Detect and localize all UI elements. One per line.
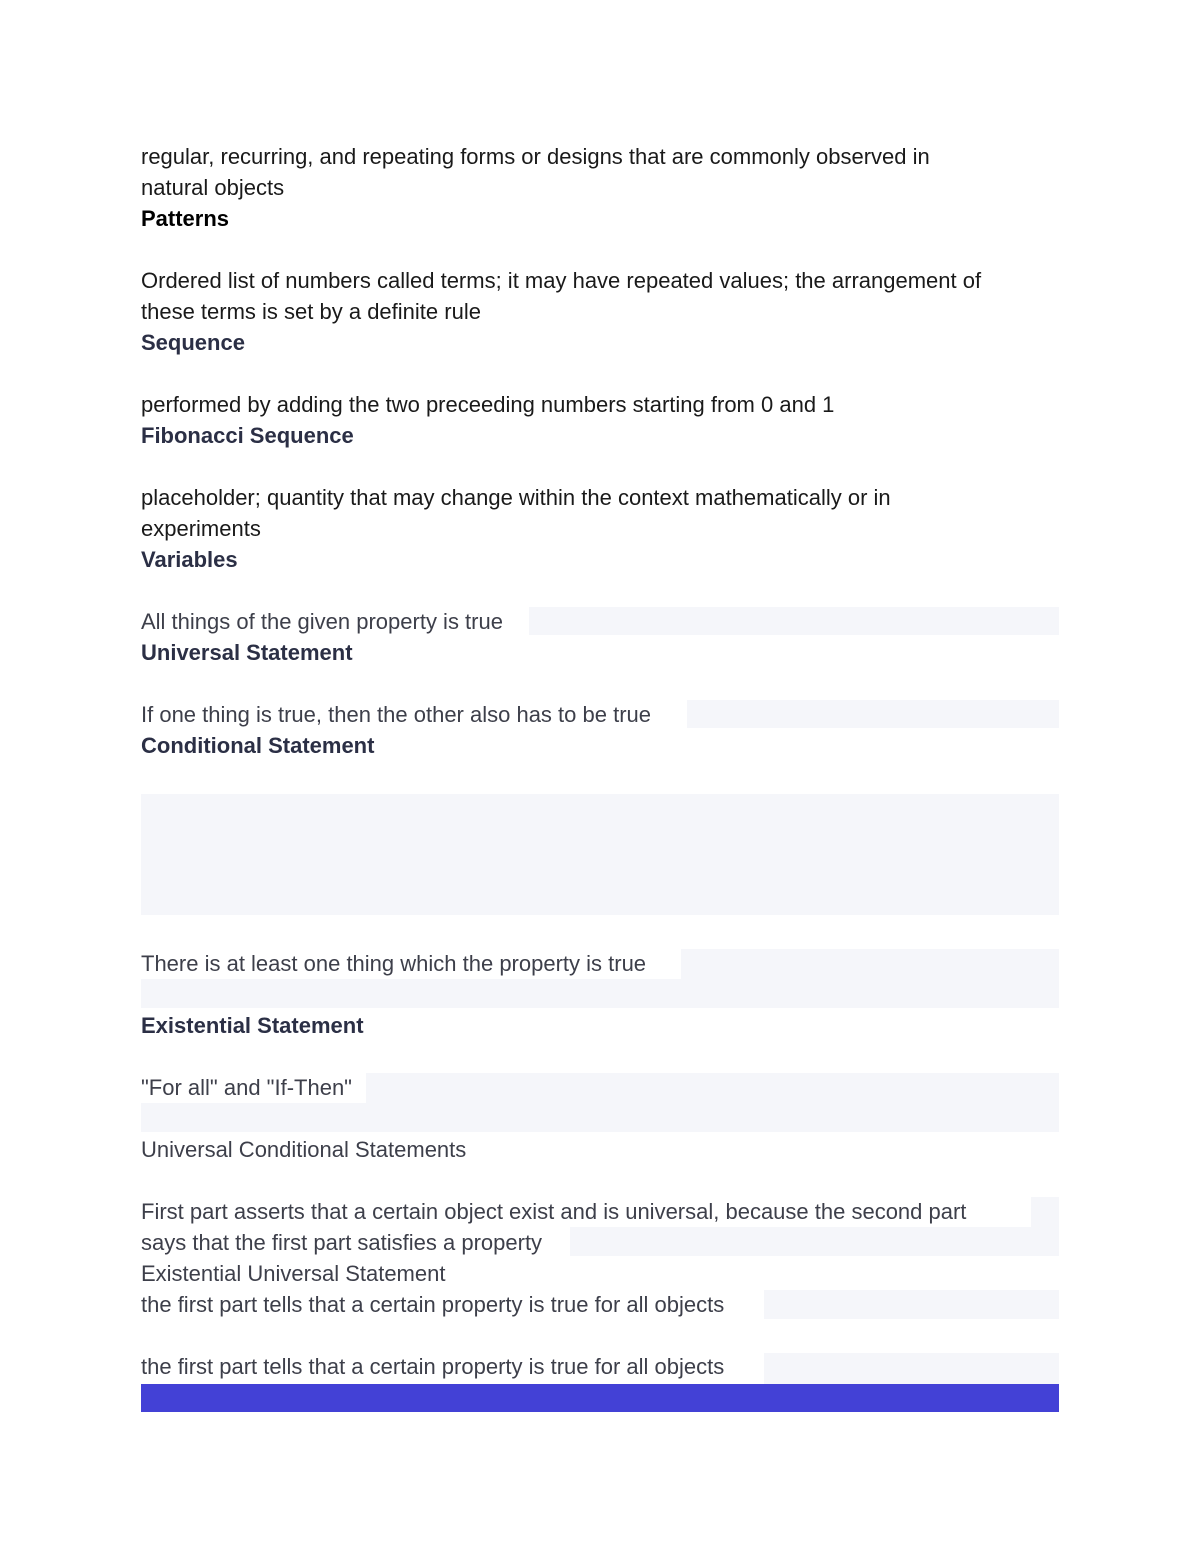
- term-text: Existential Statement: [141, 1013, 364, 1038]
- highlight-block: [366, 1073, 1059, 1103]
- term-text: Universal Statement: [141, 640, 353, 665]
- highlight-block: [764, 1290, 1059, 1319]
- definition-text: natural objects: [141, 175, 285, 200]
- definition-text: "For all" and "If-Then": [141, 1075, 352, 1100]
- highlight-block: [764, 1353, 1059, 1384]
- definition-text: First part asserts that a certain object exist and is universal, because the second part: [141, 1199, 967, 1224]
- accent-bar: [141, 1384, 1059, 1412]
- term-text: Fibonacci Sequence: [141, 423, 354, 448]
- empty-highlight-block: [141, 794, 1059, 915]
- definition-text: says that the first part satisfies a property: [141, 1230, 543, 1255]
- definition-text: All things of the given property is true: [141, 609, 503, 634]
- highlight-block: [141, 1103, 1059, 1132]
- term-text: Patterns: [141, 206, 230, 231]
- term-text: Sequence: [141, 330, 245, 355]
- highlight-block: [687, 700, 1059, 728]
- term-text: Universal Conditional Statements: [141, 1137, 467, 1162]
- definition-text: the first part tells that a certain property is true for all objects: [141, 1354, 725, 1379]
- definition-text: Ordered list of numbers called terms; it may have repeated values; the arrangement of: [141, 268, 982, 293]
- definition-text: performed by adding the two preceeding numbers starting from 0 and 1: [141, 392, 835, 417]
- definition-text: regular, recurring, and repeating forms or designs that are commonly observed in: [141, 144, 930, 169]
- definition-text: There is at least one thing which the property is true: [141, 951, 647, 976]
- definition-text: the first part tells that a certain property is true for all objects: [141, 1292, 725, 1317]
- definition-text: placeholder; quantity that may change within the context mathematically or in: [141, 485, 891, 510]
- highlight-block: [1031, 1197, 1059, 1227]
- highlight-block: [141, 979, 1059, 1008]
- term-text: Conditional Statement: [141, 733, 375, 758]
- term-text: Existential Universal Statement: [141, 1261, 446, 1286]
- term-text: Variables: [141, 547, 238, 572]
- highlight-block: [681, 949, 1059, 979]
- definition-text: these terms is set by a definite rule: [141, 299, 481, 324]
- highlight-block: [570, 1227, 1059, 1256]
- highlight-block: [529, 607, 1059, 635]
- definition-text: experiments: [141, 516, 261, 541]
- definition-text: If one thing is true, then the other also has to be true: [141, 702, 651, 727]
